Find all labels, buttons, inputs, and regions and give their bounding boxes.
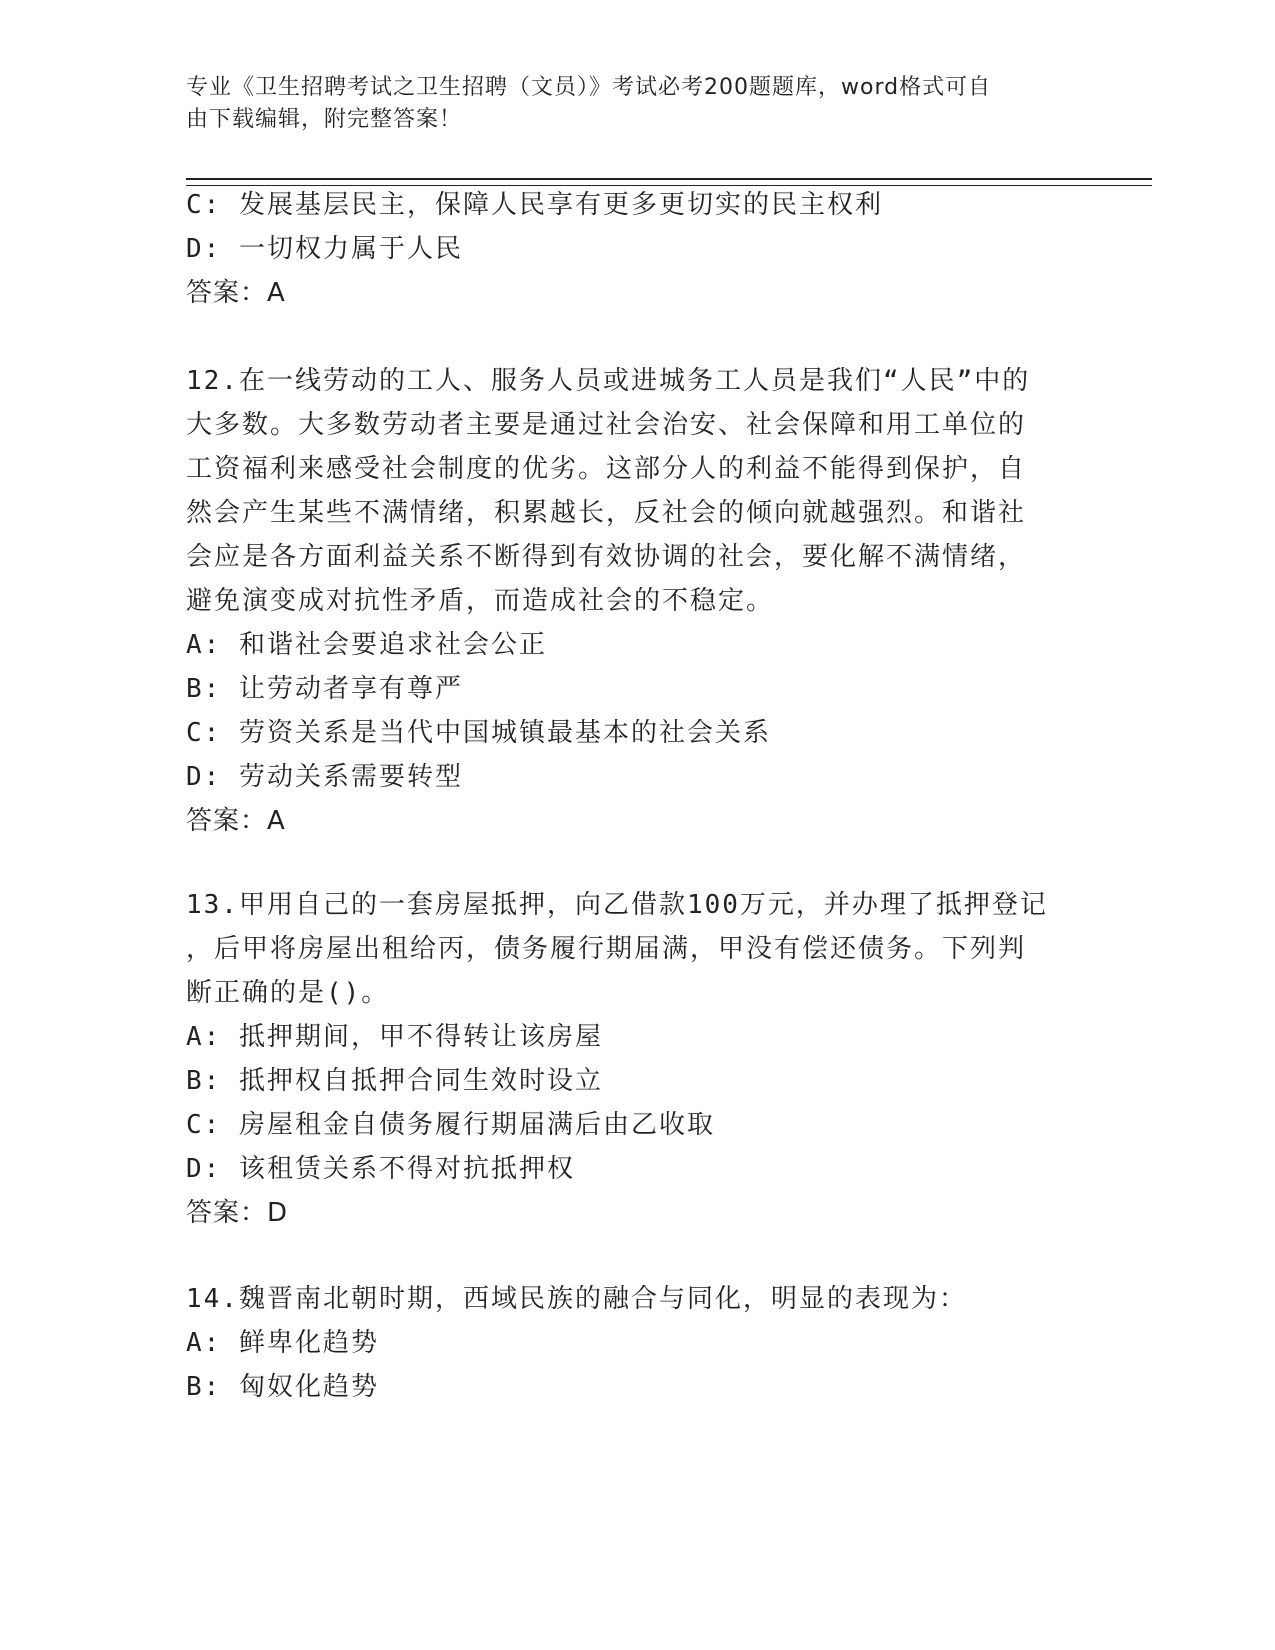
q12-stem-line-5: 会应是各方面利益关系不断得到有效协调的社会，要化解不满情绪， [186,542,1027,572]
header-line-1: 专业《卫生招聘考试之卫生招聘（文员）》考试必考200题题库，word格式可自 [186,75,992,100]
q12-option-d: D: 劳动关系需要转型 [186,762,463,792]
q13-answer: 答案：D [186,1198,289,1228]
q12-option-b: B: 让劳动者享有尊严 [186,674,463,704]
q14-option-b: B: 匈奴化趋势 [186,1372,379,1402]
q14-stem-line-1: 14.魏晋南北朝时期，西域民族的融合与同化，明显的表现为： [186,1284,967,1314]
q12-stem-line-3: 工资福利来感受社会制度的优劣。这部分人的利益不能得到保护，自 [186,454,1027,484]
q13-option-c: C: 房屋租金自债务履行期届满后由乙收取 [186,1110,715,1140]
q13-stem-line-2: ，后甲将房屋出租给丙，债务履行期届满，甲没有偿还债务。下列判 [186,934,1027,964]
q13-stem-line-3: 断正确的是()。 [186,978,390,1008]
q12-stem-line-4: 然会产生某些不满情绪，积累越长，反社会的倾向就越强烈。和谐社 [186,498,1027,528]
prev-answer: 答案：A [186,278,286,308]
header-line-2: 由下载编辑，附完整答案！ [186,107,463,132]
prev-option-d: D: 一切权力属于人民 [186,234,463,264]
q13-option-b: B: 抵押权自抵押合同生效时设立 [186,1066,603,1096]
q12-option-a: A: 和谐社会要追求社会公正 [186,630,547,660]
q13-stem-line-1: 13.甲用自己的一套房屋抵押，向乙借款100万元，并办理了抵押登记 [186,890,1048,920]
q12-stem-line-1: 12.在一线劳动的工人、服务人员或进城务工人员是我们“人民”中的 [186,366,1031,396]
prev-option-c: C: 发展基层民主，保障人民享有更多更切实的民主权利 [186,190,883,220]
q13-option-a: A: 抵押期间，甲不得转让该房屋 [186,1022,603,1052]
q12-stem-line-6: 避免演变成对抗性矛盾，而造成社会的不稳定。 [186,586,775,616]
q12-stem-line-2: 大多数。大多数劳动者主要是通过社会治安、社会保障和用工单位的 [186,410,1027,440]
q12-option-c: C: 劳资关系是当代中国城镇最基本的社会关系 [186,718,771,748]
q14-option-a: A: 鲜卑化趋势 [186,1328,379,1358]
q12-answer: 答案：A [186,806,286,836]
q13-option-d: D: 该租赁关系不得对抗抵押权 [186,1154,575,1184]
document-header [186,72,1066,136]
